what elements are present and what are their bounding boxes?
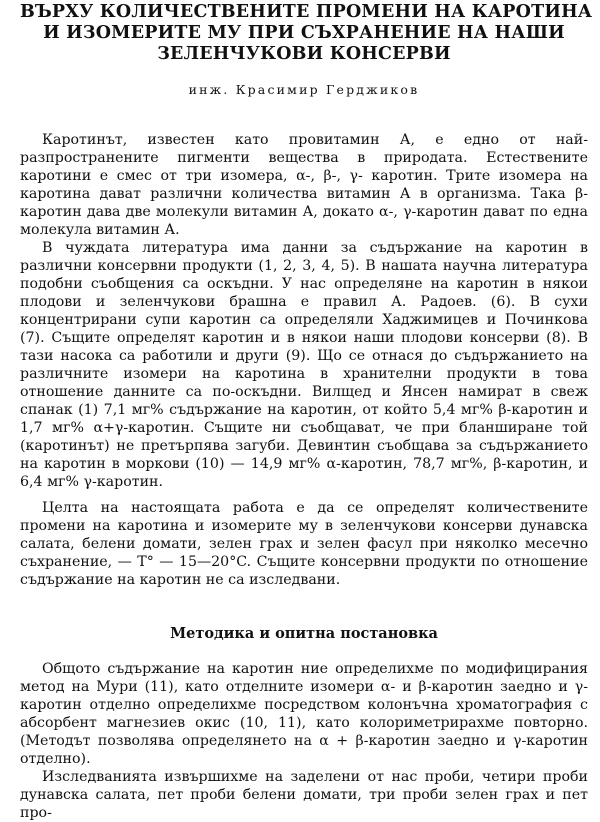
intro-paragraph-2: В чуждата литература има данни за съдържание на каротин в различни консервни продукти (1, 2, 3, 4, 5). В нашата научна литература подобни съобщения са оскъдни. У нас определяне на каротин в някои плодови и зеленчукови брашна е правил А. Радоев. (6). В сухи концентрирани супи каротин са определяли Хаджимицев и Починкова (7). Същите определят каротин и в някои наши плодови консерви (8). В тази насока са работили и други (9). Що се отнася до съдържанието на различните изомери на каротина в хранителни продукти в това отношение данните са по-оскъдни. Вилщед и Янсен намират в свеж спанак (1) 7,1 мг% съдържание на каротин, от който 5,4 мг% β-каротин и 1,7 мг% α+γ-каротин. Същите ни съобщават, че при бланширане той (каротинът) не претърпява загуби. Девинтин съобщава за съдържанието на каротин в моркови (10) — 14,9 мг% α-каротин, 78,7 мг%, β-каротин, и 6,4 мг% γ-каротин. bbox=[20, 240, 588, 490]
intro-paragraph-1: Каротинът, известен като провитамин А, е едно от най-разпространените пигменти вещества в природата. Естествените каротини е смес от три изомера, α-, β-, γ- каротин. Трите изомера на каротина дават различни количества витамин А в организма. Така β-каротин дава две молекули витамин А, докато α-, γ-каротин дават по една молекула витамин А. bbox=[20, 132, 588, 238]
article-author: инж. Красимир Герджиков bbox=[188, 82, 420, 97]
method-paragraph-1: Общото съдържание на каротин ние определихме по модифицирания метод на Мури (11), като отделните изомери α- и β-каротин заедно и γ-каротин отделно определихме посредством колонъчна хроматография с абсорбент магнезиев окис (10, 11), като колориметрирахме повторно. (Методът позволява определянето на α + β-каротин заедно и γ-каротин отделно). bbox=[20, 661, 588, 767]
article-title-line-2: И ИЗОМЕРИТЕ МУ ПРИ СЪХРАНЕНИЕ НА НАШИ bbox=[43, 23, 565, 43]
section-heading-methods: Методика и опитна постановка bbox=[170, 625, 438, 642]
article-title-line-1: ВЪРХУ КОЛИЧЕСТВЕНИТЕ ПРОМЕНИ НА КАРОТИНА bbox=[20, 2, 593, 22]
article-title bbox=[20, 0, 593, 65]
aim-paragraph: Целта на настоящата работа е да се определят количествените промени на каротина и изомерите му в зеленчукови консерви дунавска салата, белени домати, зелен грах и зелен фасул при няколко месечно съхранение, — T° — 15—20°C. Същите консервни продукти по отношение съдържание на каротин не са изследвани. bbox=[20, 500, 588, 588]
method-paragraph-2: Изследванията извършихме на заделени от нас проби, четири проби дунавска салата, пет проби белени домати, три проби зелен грах и пет про- bbox=[20, 769, 588, 821]
article-title-line-3: ЗЕЛЕНЧУКОВИ КОНСЕРВИ bbox=[157, 44, 451, 64]
